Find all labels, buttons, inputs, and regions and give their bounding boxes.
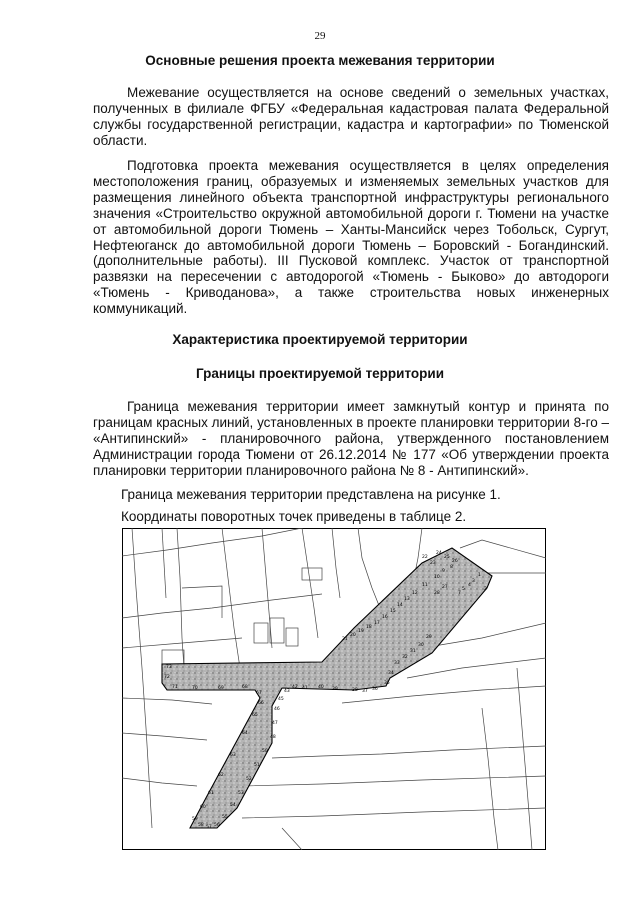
map-point-label: 72 bbox=[164, 675, 170, 680]
map-point-label: 71 bbox=[172, 685, 178, 690]
map-point-label: 21 bbox=[342, 637, 348, 642]
paragraph-boundary-description: Граница межевания территории имеет замкнутый контур и принята по границам красных линий, установленных в проекте планировки территории 8-го – «Антипинский» - планировочного района, утвержденного постановлением Администрации города Тюмени от 26.12.2014 № 177 «Об утверждении проекта планировки территории планировочного района № 8 - Антипинский». bbox=[93, 399, 609, 478]
map-point-label: 34 bbox=[388, 671, 394, 676]
map-point-label: 73 bbox=[166, 665, 172, 670]
map-point-label: 65 bbox=[252, 713, 258, 718]
map-point-label: 5 bbox=[462, 587, 465, 592]
map-point-label: 70 bbox=[192, 686, 198, 691]
map-point-label: 4 bbox=[468, 583, 471, 588]
map-point-label: 28 bbox=[434, 591, 440, 596]
map-point-label: 23 bbox=[430, 561, 436, 566]
map-point-label: 61 bbox=[208, 791, 214, 796]
map-point-label: 33 bbox=[394, 661, 400, 666]
map-point-label: 29 bbox=[426, 635, 432, 640]
map-point-label: 10 bbox=[434, 575, 440, 580]
map-point-label: 31 bbox=[410, 649, 416, 654]
map-point-label: 40 bbox=[318, 685, 324, 690]
map-point-label: 45 bbox=[278, 697, 284, 702]
figure-reference-line: Граница межевания территории представлена на рисунке 1. bbox=[121, 487, 501, 502]
map-point-label: 24 bbox=[436, 551, 442, 556]
map-point-label: 22 bbox=[422, 555, 428, 560]
map-point-label: 53 bbox=[238, 791, 244, 796]
paragraph-surveying-basis: Межевание осуществляется на основе сведений о земельных участках, полученных в филиале ФГБУ «Федеральная кадастровая палата Федеральной службы государственной регистрации, кадастра и картографии» по Тюменской области. bbox=[93, 85, 609, 148]
map-point-label: 69 bbox=[218, 686, 224, 691]
map-point-label: 26 bbox=[452, 559, 458, 564]
paragraph-project-purpose: Подготовка проекта межевания осуществляется в целях определения местоположения границ, образуемых и изменяемых земельных участков для размещения линейного объекта транспортной инфраструктуры регионального значения «Строительство окружной автомобильной дороги г. Тюмени на участке от автомобильной дороги Тюмень – Ханты-Мансийск через Тобольск, Сургут, Нефтеюганск до автомобильной дороги Тюмень – Боровский - Богандинский. (дополнительные работы). III Пусковой комплекс. Участок от транспортной развязки на пересечении с автодорогой «Тюмень - Быково» до автодороги «Тюмень - Криводанова», а также строительства новых инженерных коммуникаций. bbox=[93, 158, 609, 317]
map-point-label: 64 bbox=[242, 731, 248, 736]
map-point-label: 68 bbox=[242, 685, 248, 690]
map-point-label: 43 bbox=[284, 689, 290, 694]
territory-boundary-map bbox=[122, 528, 546, 850]
map-point-label: 3 bbox=[472, 579, 475, 584]
map-point-label: 38 bbox=[352, 688, 358, 693]
map-point-label: 58 bbox=[198, 823, 204, 828]
map-point-label: 16 bbox=[382, 615, 388, 620]
map-point-label: 52 bbox=[246, 777, 252, 782]
map-point-label: 50 bbox=[262, 749, 268, 754]
map-point-label: 12 bbox=[412, 591, 418, 596]
heading-territory-boundaries: Границы проектируемой территории bbox=[195, 366, 445, 381]
map-point-label: 51 bbox=[254, 763, 260, 768]
map-point-label: 36 bbox=[372, 687, 378, 692]
map-point-label: 55 bbox=[222, 815, 228, 820]
page-number: 29 bbox=[314, 30, 326, 42]
map-point-label: 47 bbox=[272, 721, 278, 726]
map-point-label: 32 bbox=[402, 655, 408, 660]
map-point-label: 11 bbox=[422, 583, 428, 588]
heading-main-decisions: Основные решения проекта межевания территории bbox=[145, 53, 495, 68]
map-point-label: 14 bbox=[397, 603, 403, 608]
map-point-label: 41 bbox=[302, 686, 308, 691]
heading-territory-characteristics: Характеристика проектируемой территории bbox=[172, 332, 468, 347]
map-point-label: 15 bbox=[390, 609, 396, 614]
map-point-label: 59 bbox=[192, 817, 198, 822]
map-point-label: 62 bbox=[218, 773, 224, 778]
map-point-label: 1 bbox=[478, 573, 481, 578]
map-point-label: 35 bbox=[384, 681, 390, 686]
map-point-label: 9 bbox=[442, 569, 445, 574]
map-point-label: 54 bbox=[230, 803, 236, 808]
map-point-label: 67 bbox=[256, 691, 262, 696]
table-reference-line: Координаты поворотных точек приведены в таблице 2. bbox=[121, 509, 467, 524]
map-point-label: 13 bbox=[404, 597, 410, 602]
map-point-label: 57 bbox=[206, 825, 212, 830]
map-point-label: 7 bbox=[458, 591, 461, 596]
map-point-label: 30 bbox=[418, 643, 424, 648]
map-point-label: 39 bbox=[332, 687, 338, 692]
map-point-label: 8 bbox=[450, 565, 453, 570]
map-point-label: 63 bbox=[230, 753, 236, 758]
map-point-label: 25 bbox=[444, 555, 450, 560]
map-point-label: 60 bbox=[200, 805, 206, 810]
map-point-label: 46 bbox=[274, 707, 280, 712]
map-point-label: 56 bbox=[214, 823, 220, 828]
map-point-label: 20 bbox=[350, 633, 356, 638]
map-point-label: 2 bbox=[484, 587, 487, 592]
map-point-label: 19 bbox=[358, 629, 364, 634]
map-point-label: 66 bbox=[258, 701, 264, 706]
map-point-label: 37 bbox=[362, 689, 368, 694]
map-point-label: 48 bbox=[270, 735, 276, 740]
map-point-label: 27 bbox=[442, 585, 448, 590]
map-point-label: 17 bbox=[374, 621, 380, 626]
map-point-label: 18 bbox=[366, 625, 372, 630]
map-point-label: 42 bbox=[292, 685, 298, 690]
